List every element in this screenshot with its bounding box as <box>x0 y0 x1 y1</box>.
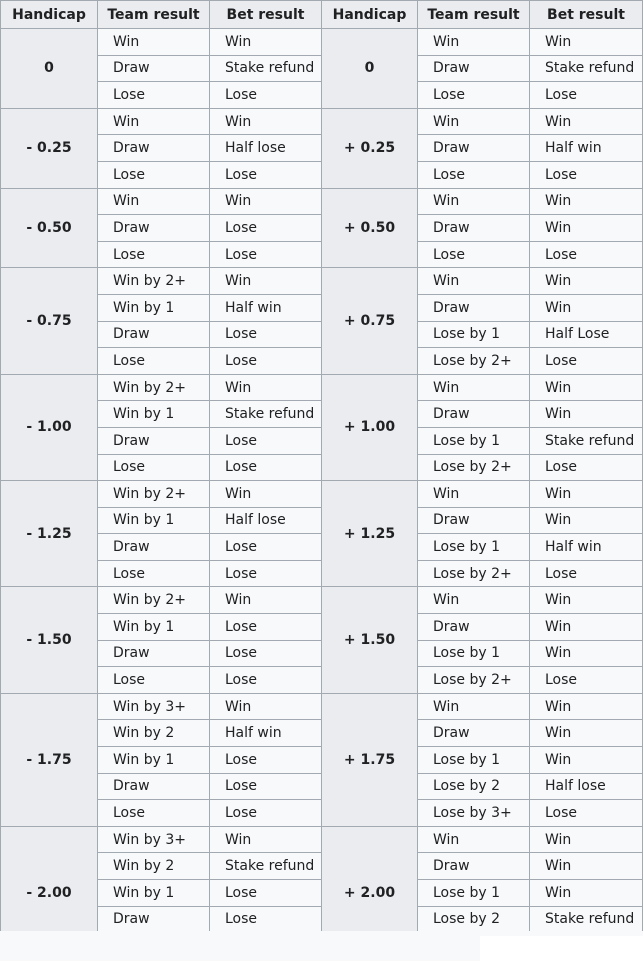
bet-result-left: Stake refund <box>210 853 322 880</box>
bet-result-right: Win <box>530 507 643 534</box>
team-result-left: Win by 2+ <box>98 268 210 295</box>
header-row <box>1 1 643 29</box>
bet-result-left: Lose <box>210 321 322 348</box>
team-result-left: Draw <box>98 321 210 348</box>
team-result-left: Win by 3+ <box>98 826 210 853</box>
team-result-left: Lose <box>98 348 210 375</box>
team-result-left: Win by 2 <box>98 853 210 880</box>
team-result-right: Win <box>418 374 530 401</box>
bet-result-left: Lose <box>210 800 322 827</box>
team-result-right: Draw <box>418 401 530 428</box>
team-result-left: Lose <box>98 241 210 268</box>
handicap-right: + 2.00 <box>322 826 418 959</box>
bet-result-left: Lose <box>210 773 322 800</box>
team-result-left: Draw <box>98 55 210 82</box>
bet-result-left: Half win <box>210 720 322 747</box>
team-result-right: Draw <box>418 853 530 880</box>
team-result-left: Lose <box>98 667 210 694</box>
header-bet-result-left: Bet result <box>210 1 322 29</box>
handicap-left: - 1.50 <box>1 587 98 693</box>
team-result-left: Win by 1 <box>98 747 210 774</box>
bet-result-left: Lose <box>210 161 322 188</box>
bet-result-right: Lose <box>530 82 643 109</box>
bet-result-left: Lose <box>210 454 322 481</box>
bet-result-left: Lose <box>210 560 322 587</box>
bet-result-right: Win <box>530 853 643 880</box>
team-result-left: Win <box>98 108 210 135</box>
bet-result-right: Win <box>530 481 643 508</box>
bet-result-left: Lose <box>210 82 322 109</box>
team-result-right: Lose <box>418 82 530 109</box>
bet-result-right: Win <box>530 401 643 428</box>
team-result-right: Draw <box>418 135 530 162</box>
team-result-right: Lose by 1 <box>418 321 530 348</box>
bet-result-left: Win <box>210 587 322 614</box>
team-result-right: Lose by 2 <box>418 773 530 800</box>
bet-result-right: Stake refund <box>530 55 643 82</box>
team-result-right: Win <box>418 268 530 295</box>
team-result-left: Lose <box>98 560 210 587</box>
header-team-result-left: Team result <box>98 1 210 29</box>
bet-result-left: Win <box>210 108 322 135</box>
team-result-right: Draw <box>418 720 530 747</box>
team-result-right: Lose by 1 <box>418 427 530 454</box>
bet-result-right: Win <box>530 374 643 401</box>
team-result-right: Win <box>418 481 530 508</box>
bet-result-right: Win <box>530 720 643 747</box>
header-bet-result-right: Bet result <box>530 1 643 29</box>
bet-result-right: Lose <box>530 161 643 188</box>
team-result-left: Win by 1 <box>98 294 210 321</box>
team-result-left: Win by 2+ <box>98 587 210 614</box>
team-result-right: Win <box>418 587 530 614</box>
bet-result-left: Lose <box>210 427 322 454</box>
bet-result-right: Stake refund <box>530 427 643 454</box>
team-result-right: Lose by 2+ <box>418 454 530 481</box>
bet-result-left: Win <box>210 268 322 295</box>
handicap-right: + 0.25 <box>322 108 418 188</box>
team-result-right: Lose by 1 <box>418 534 530 561</box>
team-result-right: Win <box>418 108 530 135</box>
team-result-right: Lose by 2+ <box>418 667 530 694</box>
bet-result-right: Win <box>530 188 643 215</box>
bet-result-left: Lose <box>210 640 322 667</box>
team-result-left: Win by 2 <box>98 720 210 747</box>
team-result-left: Win <box>98 29 210 56</box>
bet-result-right: Lose <box>530 560 643 587</box>
header-handicap-right: Handicap <box>322 1 418 29</box>
handicap-right: + 0.50 <box>322 188 418 268</box>
team-result-left: Draw <box>98 773 210 800</box>
handicap-left: - 0.75 <box>1 268 98 374</box>
team-result-right: Win <box>418 826 530 853</box>
team-result-left: Win <box>98 188 210 215</box>
team-result-left: Draw <box>98 135 210 162</box>
bet-result-left: Win <box>210 826 322 853</box>
team-result-right: Win <box>418 29 530 56</box>
team-result-left: Draw <box>98 215 210 242</box>
team-result-left: Win by 1 <box>98 401 210 428</box>
team-result-left: Lose <box>98 454 210 481</box>
bet-result-left: Half lose <box>210 507 322 534</box>
team-result-right: Win <box>418 188 530 215</box>
table-row <box>1 826 643 853</box>
bet-result-left: Win <box>210 374 322 401</box>
handicap-right: 0 <box>322 29 418 109</box>
team-result-left: Lose <box>98 161 210 188</box>
bet-result-right: Half Lose <box>530 321 643 348</box>
bet-result-right: Win <box>530 614 643 641</box>
team-result-right: Draw <box>418 294 530 321</box>
team-result-right: Lose by 2+ <box>418 560 530 587</box>
team-result-left: Win by 1 <box>98 614 210 641</box>
team-result-right: Draw <box>418 614 530 641</box>
handicap-left: - 1.25 <box>1 481 98 587</box>
team-result-right: Draw <box>418 215 530 242</box>
handicap-left: 0 <box>1 29 98 109</box>
bet-result-right: Win <box>530 215 643 242</box>
bet-result-left: Lose <box>210 667 322 694</box>
bet-result-left: Win <box>210 481 322 508</box>
handicap-left: - 1.75 <box>1 693 98 826</box>
bet-result-left: Lose <box>210 880 322 907</box>
bottom-blank-area <box>480 936 643 961</box>
bet-result-right: Win <box>530 640 643 667</box>
bet-result-left: Lose <box>210 534 322 561</box>
table-row <box>1 108 643 135</box>
team-result-right: Lose by 1 <box>418 747 530 774</box>
team-result-right: Lose by 1 <box>418 640 530 667</box>
table-row <box>1 188 643 215</box>
team-result-left: Win by 1 <box>98 507 210 534</box>
bet-result-right: Win <box>530 747 643 774</box>
bet-result-right: Lose <box>530 454 643 481</box>
bet-result-left: Lose <box>210 241 322 268</box>
bet-result-right: Win <box>530 29 643 56</box>
table-row <box>1 587 643 614</box>
bet-result-left: Stake refund <box>210 401 322 428</box>
bet-result-left: Half win <box>210 294 322 321</box>
handicap-left: - 0.25 <box>1 108 98 188</box>
bet-result-right: Half lose <box>530 773 643 800</box>
handicap-right: + 0.75 <box>322 268 418 374</box>
bet-result-right: Win <box>530 587 643 614</box>
team-result-left: Win by 1 <box>98 880 210 907</box>
team-result-left: Win by 2+ <box>98 374 210 401</box>
bet-result-left: Win <box>210 693 322 720</box>
bet-result-right: Stake refund <box>530 906 643 933</box>
team-result-left: Win by 2+ <box>98 481 210 508</box>
team-result-right: Draw <box>418 507 530 534</box>
table-row <box>1 29 643 56</box>
team-result-right: Lose by 3+ <box>418 800 530 827</box>
table-body <box>1 29 643 960</box>
table-row <box>1 374 643 401</box>
bet-result-left: Win <box>210 29 322 56</box>
handicap-right: + 1.75 <box>322 693 418 826</box>
table-row <box>1 481 643 508</box>
bet-result-left: Lose <box>210 348 322 375</box>
bet-result-right: Lose <box>530 241 643 268</box>
bet-result-right: Win <box>530 693 643 720</box>
bet-result-right: Lose <box>530 800 643 827</box>
team-result-left: Lose <box>98 800 210 827</box>
table-row <box>1 693 643 720</box>
handicap-right: + 1.50 <box>322 587 418 693</box>
team-result-right: Lose by 2 <box>418 906 530 933</box>
bet-result-right: Win <box>530 108 643 135</box>
handicap-left: - 2.00 <box>1 826 98 959</box>
table-row <box>1 268 643 295</box>
handicap-right: + 1.00 <box>322 374 418 480</box>
team-result-left: Draw <box>98 534 210 561</box>
bet-result-right: Half win <box>530 135 643 162</box>
bet-result-right: Win <box>530 294 643 321</box>
team-result-left: Draw <box>98 427 210 454</box>
header-team-result-right: Team result <box>418 1 530 29</box>
bet-result-right: Win <box>530 268 643 295</box>
team-result-right: Draw <box>418 55 530 82</box>
bet-result-left: Lose <box>210 614 322 641</box>
bet-result-right: Lose <box>530 667 643 694</box>
bet-result-right: Half win <box>530 534 643 561</box>
team-result-right: Win <box>418 693 530 720</box>
handicap-right: + 1.25 <box>322 481 418 587</box>
team-result-right: Lose <box>418 241 530 268</box>
header-handicap-left: Handicap <box>1 1 98 29</box>
bet-result-left: Half lose <box>210 135 322 162</box>
bet-result-left: Lose <box>210 215 322 242</box>
bet-result-left: Stake refund <box>210 55 322 82</box>
team-result-left: Draw <box>98 640 210 667</box>
bet-result-right: Lose <box>530 348 643 375</box>
handicap-left: - 1.00 <box>1 374 98 480</box>
bet-result-left: Lose <box>210 747 322 774</box>
handicap-left: - 0.50 <box>1 188 98 268</box>
team-result-right: Lose <box>418 161 530 188</box>
bet-result-right: Win <box>530 880 643 907</box>
team-result-left: Win by 3+ <box>98 693 210 720</box>
team-result-right: Lose by 2+ <box>418 348 530 375</box>
team-result-left: Lose <box>98 82 210 109</box>
bet-result-left: Win <box>210 188 322 215</box>
team-result-left: Draw <box>98 906 210 933</box>
bet-result-left: Lose <box>210 906 322 933</box>
bet-result-right: Win <box>530 826 643 853</box>
team-result-right: Lose by 1 <box>418 880 530 907</box>
